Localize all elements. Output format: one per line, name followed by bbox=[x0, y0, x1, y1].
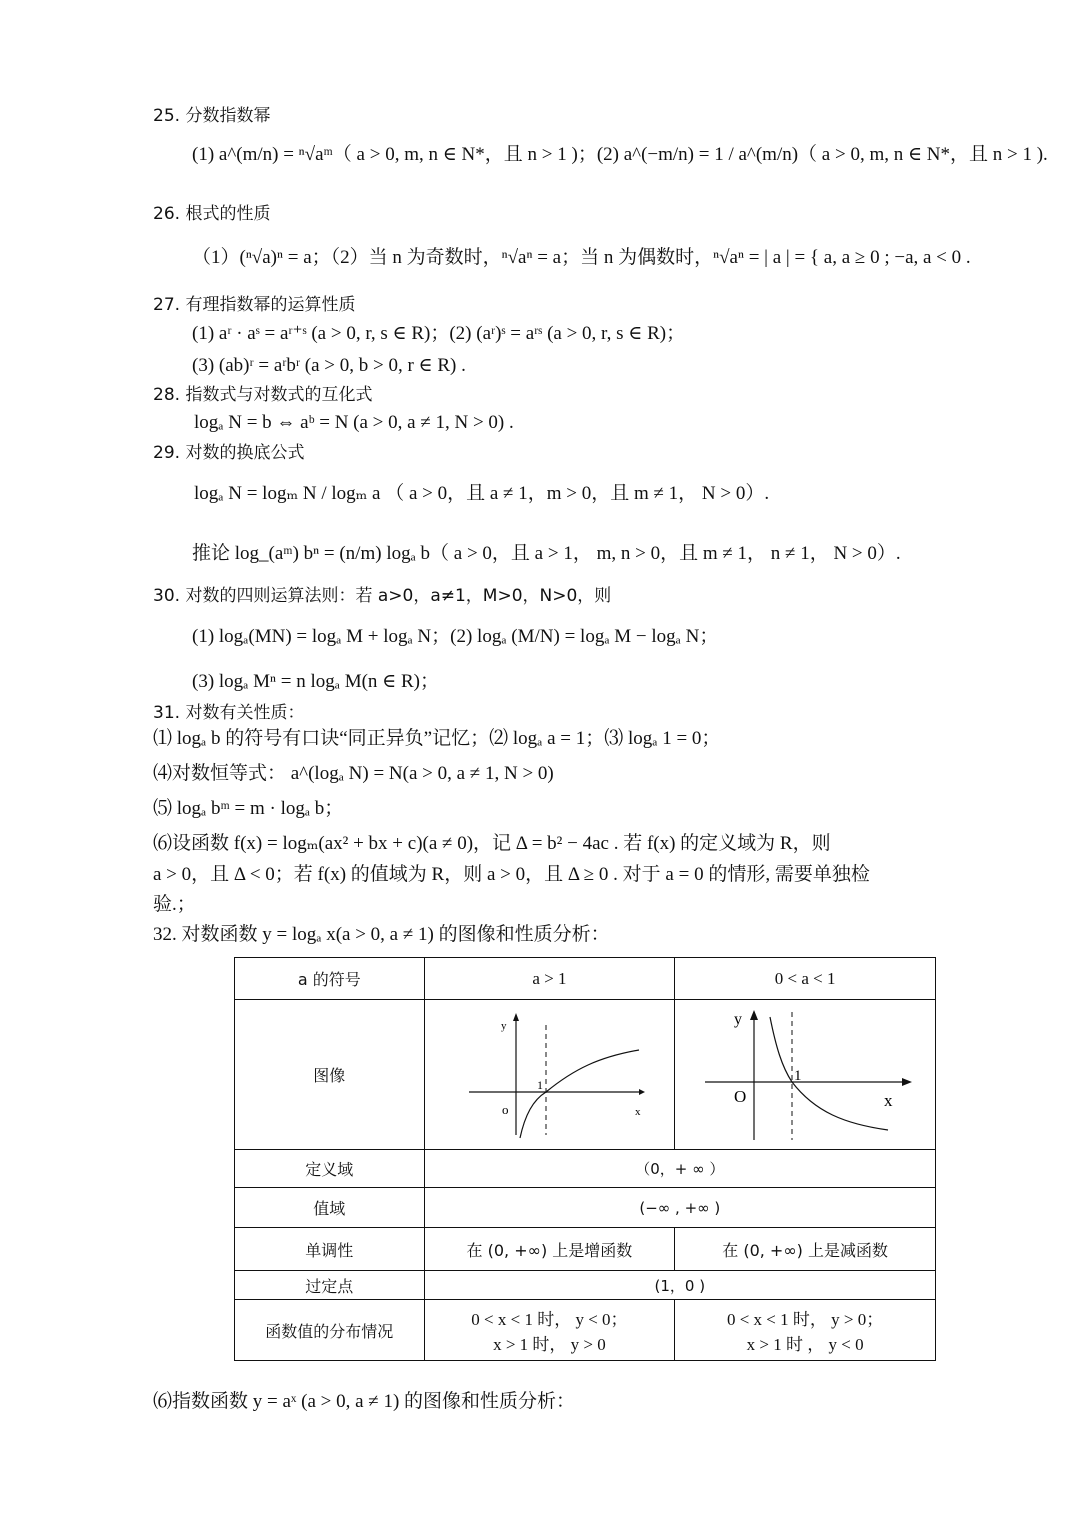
increasing-curve bbox=[520, 1050, 639, 1138]
section-32-title: 32. 对数函数 y = logₐ x(a > 0, a ≠ 1) 的图像和性质分析： bbox=[153, 924, 610, 945]
y-axis-arrow-icon bbox=[750, 1010, 758, 1020]
row-label-value-distribution: 函数值的分布情况 bbox=[235, 1300, 425, 1361]
section-26-formula: （1）(ⁿ√a)ⁿ = a；（2）当 n 为奇数时，ⁿ√aⁿ = a；当 n 为偶数时，ⁿ√aⁿ = | a | = { a, a ≥ 0 ; −a, a < 0 . bbox=[192, 247, 971, 268]
section-27-title: 27. 有理指数幂的运算性质 bbox=[153, 295, 356, 315]
section-27-formula-2: (3) (ab)ʳ = aʳbʳ (a > 0, b > 0, r ∈ R) . bbox=[192, 355, 466, 376]
row-label-range: 值域 bbox=[235, 1188, 425, 1228]
distribution-decreasing-line-1: 0 < x < 1 时， y > 0； bbox=[726, 1310, 884, 1329]
decreasing-curve bbox=[770, 1017, 888, 1130]
section-31-title: 31. 对数有关性质： bbox=[153, 703, 305, 723]
x-label: x bbox=[635, 1105, 641, 1118]
distribution-decreasing-line-2: x > 1 时 ， y < 0 bbox=[746, 1335, 864, 1354]
section-25-title: 25. 分数指数幂 bbox=[153, 106, 271, 126]
increasing-log-graph bbox=[449, 1005, 649, 1140]
row-label-fixed-point: 过定点 bbox=[235, 1271, 425, 1300]
section-25-formula: (1) a^(m/n) = ⁿ√aᵐ（ a > 0, m, n ∈ N*，且 n > 1 )；(2) a^(−m/n) = 1 / a^(m/n)（ a > 0, m, n ∈ N*，且 n > 1 ). bbox=[192, 144, 1048, 165]
y-axis-arrow-icon bbox=[513, 1013, 519, 1021]
section-31-property-6-line-1: ⑹设函数 f(x) = logₘ(ax² + bx + c)(a ≠ 0)，记 Δ = b² − 4ac . 若 f(x) 的定义域为 R，则 bbox=[153, 833, 831, 854]
section-29-corollary: 推论 log_(aᵐ) bⁿ = (n/m) logₐ b（ a > 0，且 a > 1， m, n > 0，且 m ≠ 1， n ≠ 1， N > 0）. bbox=[192, 543, 901, 564]
section-31-property-6-line-2: a > 0，且 Δ < 0；若 f(x) 的值域为 R，则 a > 0，且 Δ ≥ 0 . 对于 a = 0 的情形, 需要单独检 bbox=[153, 864, 870, 885]
section-27-formula-1: (1) aʳ · aˢ = aʳ⁺ˢ (a > 0, r, s ∈ R)；(2) (aʳ)ˢ = aʳˢ (a > 0, r, s ∈ R)； bbox=[192, 323, 686, 344]
log-function-properties-table bbox=[234, 957, 936, 1361]
section-30-title: 30. 对数的四则运算法则：若 a>0，a≠1，M>0，N>0，则 bbox=[153, 586, 612, 606]
distribution-increasing-line-1: 0 < x < 1 时， y < 0； bbox=[471, 1310, 628, 1329]
decreasing-log-graph bbox=[690, 1002, 920, 1142]
point-one-label: 1 bbox=[537, 1077, 544, 1092]
point-one-label: 1 bbox=[794, 1068, 802, 1084]
distribution-increasing-line-2: x > 1 时， y > 0 bbox=[493, 1335, 606, 1354]
exponential-function-title: ⑹指数函数 y = aˣ (a > 0, a ≠ 1) 的图像和性质分析： bbox=[153, 1391, 576, 1412]
section-31-property-5: ⑸ logₐ bᵐ = m · logₐ b； bbox=[153, 798, 344, 819]
monotonicity-increasing: 在 (0, +∞) 上是增函数 bbox=[424, 1228, 675, 1271]
section-30-formula-1: (1) logₐ(MN) = logₐ M + logₐ N；(2) logₐ (M/N) = logₐ M − logₐ N； bbox=[192, 626, 719, 647]
section-29-formula: logₐ N = logₘ N / logₘ a （ a > 0，且 a ≠ 1，m > 0，且 m ≠ 1， N > 0）. bbox=[194, 483, 770, 504]
distribution-decreasing bbox=[675, 1300, 936, 1361]
header-a-sign: a 的符号 bbox=[235, 958, 425, 1000]
section-26-title: 26. 根式的性质 bbox=[153, 204, 271, 224]
header-a-between-0-1: 0 < a < 1 bbox=[675, 958, 936, 1000]
origin-label: o bbox=[502, 1101, 509, 1117]
y-label: y bbox=[501, 1019, 507, 1032]
section-31-property-1-3: ⑴ logₐ b 的符号有口诀“同正异负”记忆；⑵ logₐ a = 1；⑶ logₐ 1 = 0； bbox=[153, 728, 721, 749]
x-label: x bbox=[884, 1091, 893, 1110]
section-31-property-6-line-3: 验.； bbox=[153, 894, 196, 915]
x-axis-arrow-icon bbox=[639, 1089, 645, 1095]
section-31-property-4: ⑷对数恒等式： a^(logₐ N) = N(a > 0, a ≠ 1, N > 0) bbox=[153, 763, 554, 784]
row-label-graph: 图像 bbox=[235, 1000, 425, 1150]
monotonicity-decreasing: 在 (0, +∞) 上是减函数 bbox=[675, 1228, 936, 1271]
section-28-title: 28. 指数式与对数式的互化式 bbox=[153, 385, 373, 405]
row-label-monotonicity: 单调性 bbox=[235, 1228, 425, 1271]
fixed-point-value: (1，0 ) bbox=[424, 1271, 935, 1300]
domain-value: （0，+ ∞ ） bbox=[424, 1150, 935, 1188]
section-28-formula: logₐ N = b ⇔ aᵇ = N (a > 0, a ≠ 1, N > 0) . bbox=[194, 412, 514, 433]
graph-decreasing-cell bbox=[675, 1000, 936, 1150]
y-label: y bbox=[734, 1011, 743, 1028]
section-30-formula-2: (3) logₐ Mⁿ = n logₐ M(n ∈ R)； bbox=[192, 671, 439, 692]
section-29-title: 29. 对数的换底公式 bbox=[153, 443, 305, 463]
x-axis-arrow-icon bbox=[902, 1078, 912, 1086]
header-a-gt-1: a > 1 bbox=[424, 958, 675, 1000]
range-value: (−∞ , +∞ ) bbox=[424, 1188, 935, 1228]
row-label-domain: 定义域 bbox=[235, 1150, 425, 1188]
origin-label: O bbox=[734, 1087, 747, 1106]
graph-increasing-cell bbox=[424, 1000, 675, 1150]
distribution-increasing bbox=[424, 1300, 675, 1361]
